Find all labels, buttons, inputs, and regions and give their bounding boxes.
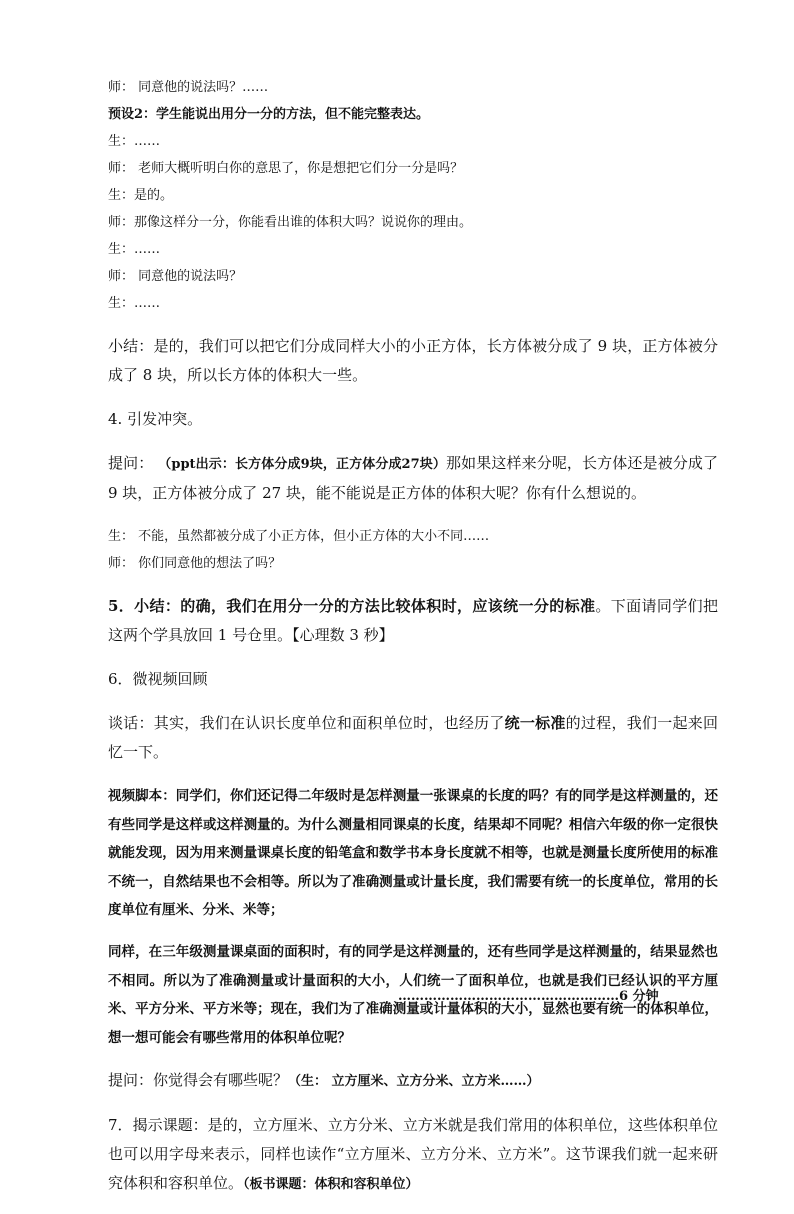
step5-tag: 【心理数 3 秒】 (292, 626, 394, 644)
question-paragraph (108, 449, 718, 508)
dialogue-line: 生： 不能，虽然都被分成了小正方体，但小正方体的大小不同…… (108, 529, 490, 544)
document-page (108, 74, 718, 1214)
question-line (108, 1066, 718, 1096)
step-heading: 4. 引发冲突。 (108, 410, 203, 428)
dialogue-line: 师： 同意他的说法吗？…… (108, 80, 269, 95)
step5-paragraph (108, 592, 718, 650)
talk-paragraph (108, 709, 718, 767)
question-text: 提问：你觉得会有哪些呢？ (108, 1070, 289, 1089)
dialogue-line: 师： 同意他的说法吗？ (108, 269, 243, 284)
step5-text: 。下面请同学们把这两个学具放回 1 号仓里。 (108, 597, 718, 644)
talk-text: 谈话：其实，我们在认识长度单位和面积单位时，也经历了 (108, 714, 505, 732)
ppt-note: （ppt出示：长方体分成9块，正方体分成27块） (158, 457, 446, 472)
video-script: 视频脚本：同学们，你们还记得二年级时是怎样测量一张课桌的长度的吗？有的同学是这样测量的，还有些同学是这样或这样测量的。为什么测量相同课桌的长度，结果却不同呢？相信六年级的你一定很快就能发现，因为用来测量课桌长度的铅笔盒和数学书本身长度就不相等，也就是测量长度所使用的标准不统一，自然结果也不会相等。所以为了准确测量或计量长度，我们需要有统一的长度单位，常用的长度单位有厘米、分米、米等； (108, 788, 718, 918)
dot-leader: …………………………………………… (398, 989, 619, 1004)
summary-paragraph: 小结：是的，我们可以把它们分成同样大小的小正方体，长方体被分成了 9 块，正方体被分成了 8 块，所以长方体的体积大一些。 (108, 337, 718, 384)
talk-bold: 统一标准 (504, 714, 566, 732)
step7-paragraph (108, 1111, 718, 1199)
step7-text: 7．揭示课题：是的，立方厘米、立方分米、立方米就是我们常用的体积单位，这些体积单位也可以用字母来表示，同样也读作“立方厘米、立方分米、立方米”。这节课我们就一起来研究体积和容积单位。 (108, 1115, 718, 1192)
dialogue-line: 生：…… (108, 134, 161, 149)
dialogue-line: 师： 你们同意他的想法了吗？ (108, 556, 282, 571)
talk-text: 的过程，我们一起来回忆一下。 (108, 714, 718, 761)
dialogue-line: 生：…… (108, 296, 161, 311)
question-prefix: 提问： (108, 454, 159, 472)
student-answer: （生： 立方厘米、立方分米、立方米……） (288, 1073, 540, 1089)
dialogue-line: 师：那像这样分一分，你能看出谁的体积大吗？说说你的理由。 (108, 215, 473, 230)
dialogue-line: 师： 老师大概听明白你的意思了，你是想把它们分一分是吗？ (108, 161, 464, 176)
step5-bold: 5．小结：的确，我们在用分一分的方法比较体积时，应该统一分的标准 (108, 597, 596, 615)
video-script: 同样，在三年级测量课桌面的面积时，有的同学是这样测量的，还有些同学是这样测量的，结果显然也不相同。所以为了准确测量或计量面积的大小，人们统一了面积单位，也就是我们已经认识的平方厘米、平方分米、平方米等；现在，我们为了准确测量或计量体积的大小，显然也要有统一的体积单位，想一想可能会有哪些常用的体积单位呢？ (108, 944, 718, 1046)
board-note: （板书课题：体积和容积单位） (243, 1176, 419, 1192)
dialogue-line: 生：是的。 (108, 188, 174, 203)
step-heading: 6．微视频回顾 (108, 670, 208, 688)
time-marker (398, 985, 659, 1004)
question-text: 那如果这样来分呢，长方体还是被分成了 9 块，正方体被分成了 27 块，能不能说是正方体的体积大呢？你有什么想说的。 (108, 454, 718, 502)
time-label: 6 分钟 (619, 989, 659, 1004)
preset-heading: 预设2：学生能说出用分一分的方法，但不能完整表达。 (108, 107, 430, 122)
dialogue-line: 生：…… (108, 242, 161, 257)
